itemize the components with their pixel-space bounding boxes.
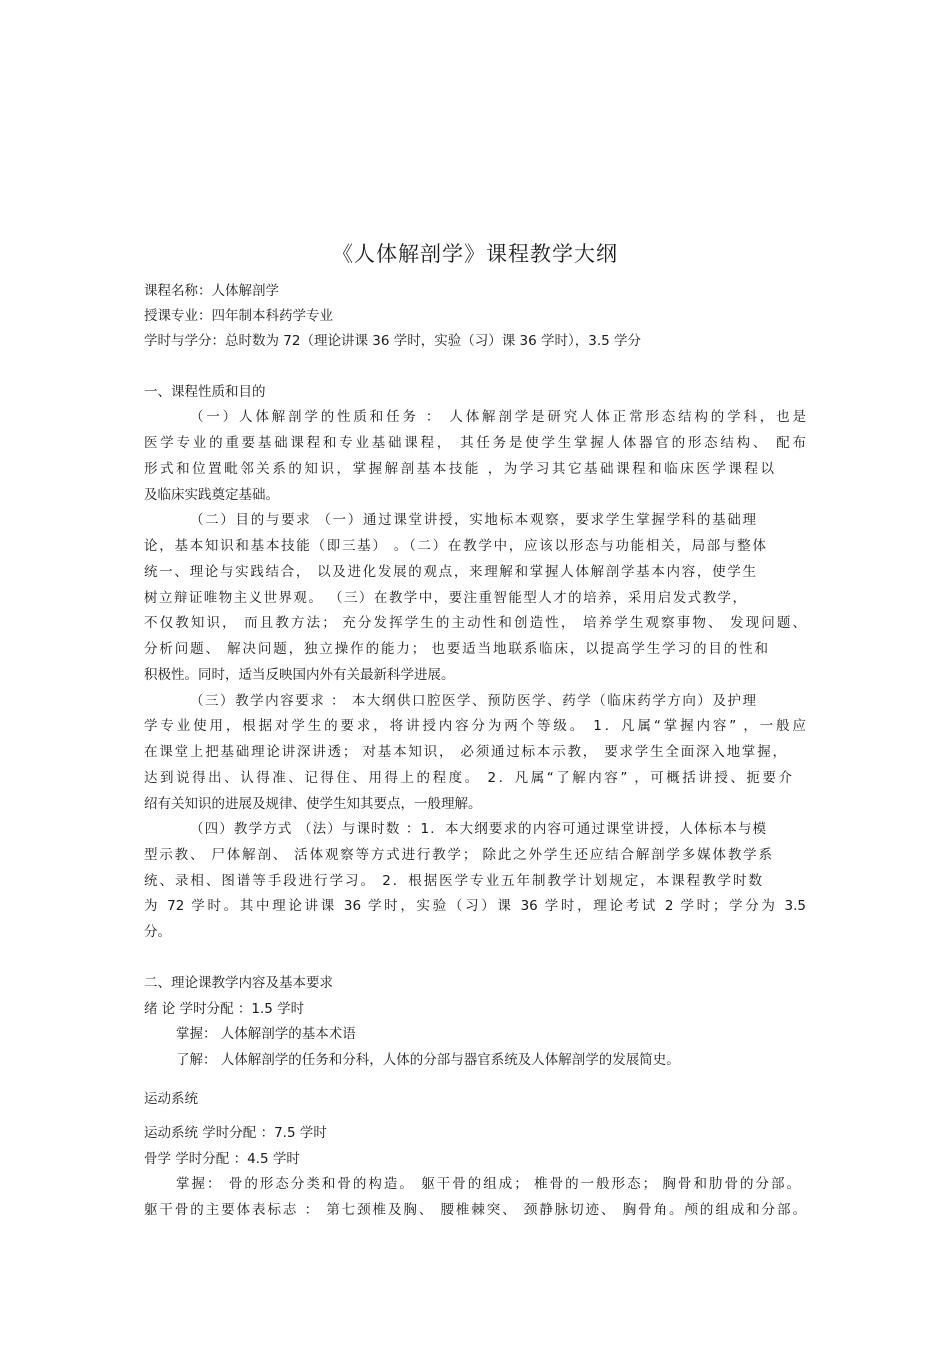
section-2-heading: 二、理论课教学内容及基本要求 bbox=[144, 975, 333, 991]
bone-master: 掌握： 骨的形态分类和骨的构造。 躯干骨的组成； 椎骨的一般形态； 胸骨和肋骨的分部。 bbox=[176, 1176, 800, 1192]
paragraph-line: 为 72 学时。其中理论讲课 36 学时，实验（习）课 36 学时，理论考试 2 学时；学分为 3.5 bbox=[144, 898, 806, 914]
document-title: 《人体解剖学》课程教学大纲 bbox=[332, 242, 618, 266]
paragraph-line: 形式和位置毗邻关系的知识，掌握解剖基本技能 ，为学习其它基础课程和临床医学课程以 bbox=[144, 461, 774, 477]
intro-know: 了解： 人体解剖学的任务和分科，人体的分部与器官系统及人体解剖学的发展简史。 bbox=[176, 1052, 680, 1068]
paragraph-line: （三）教学内容要求 ： 本大纲供口腔医学、预防医学、药学（临床药学方向）及护理 bbox=[190, 693, 756, 709]
paragraph-line: 统、录相、图谱等手段进行学习。 2．根据医学专业五年制教学计划规定，本课程教学时数 bbox=[144, 873, 762, 889]
paragraph-line: 医学专业的重要基础课程和专业基础课程， 其任务是使学生掌握人体器官的形态结构、 配布 bbox=[144, 435, 806, 451]
paragraph-line: 树立辩证唯物主义世界观。 （三）在教学中，要注重智能型人才的培养，采用启发式教学， bbox=[144, 590, 746, 606]
paragraph-line: 不仅教知识， 而且教方法； 充分发挥学生的主动性和创造性， 培养学生观察事物、 发现问题、 bbox=[144, 615, 806, 631]
paragraph-line: 论，基本知识和基本技能（即三基） 。（二）在教学中，应该以形态与功能相关，局部与整体 bbox=[144, 538, 766, 554]
paragraph-line: 积极性。同时，适当反映国内外有关最新科学进展。 bbox=[144, 667, 455, 683]
system-heading: 运动系统 bbox=[144, 1091, 198, 1107]
paragraph-line: 学专业使用，根据对学生的要求，将讲授内容分为两个等级。 1．凡属“掌握内容” ，一般应 bbox=[144, 718, 806, 734]
system-hours: 运动系统 学时分配 ：7.5 学时 bbox=[144, 1125, 327, 1141]
paragraph-line: 及临床实践奠定基础。 bbox=[144, 487, 279, 503]
bone-hours: 骨学 学时分配 ：4.5 学时 bbox=[144, 1151, 300, 1167]
bone-marks: 躯干骨的主要体表标志 ： 第七颈椎及胸、 腰椎棘突、 颈静脉切迹、 胸骨角。颅的组成和分部。 bbox=[144, 1202, 806, 1218]
paragraph-line: （四）教学方式 （法）与课时数 ：1．本大纲要求的内容可通过课堂讲授，人体标本与模 bbox=[190, 821, 766, 837]
paragraph-line: 型示教、 尸体解剖、 活体观察等方式进行教学； 除此之外学生还应结合解剖学多媒体教学系 bbox=[144, 847, 772, 863]
course-hours: 学时与学分：总时数为 72（理论讲课 36 学时，实验（习）课 36 学时），3.5 学分 bbox=[144, 333, 642, 349]
paragraph-line: 分。 bbox=[144, 924, 171, 940]
paragraph-line: （二）目的与要求 （一）通过课堂讲授，实地标本观察，要求学生掌握学科的基础理 bbox=[190, 512, 756, 528]
course-major: 授课专业：四年制本科药学专业 bbox=[144, 308, 333, 324]
paragraph-line: （一）人体解剖学的性质和任务 ： 人体解剖学是研究人体正常形态结构的学科，也是 bbox=[190, 409, 806, 425]
paragraph-line: 在课堂上把基础理论讲深讲透； 对基本知识， 必须通过标本示教， 要求学生全面深入地掌握， bbox=[144, 744, 786, 760]
course-name: 课程名称：人体解剖学 bbox=[144, 283, 279, 299]
intro-master: 掌握： 人体解剖学的基本术语 bbox=[176, 1026, 356, 1042]
paragraph-line: 达到说得出、认得准、记得住、用得上的程度。 2．凡属“了解内容” ，可概括讲授、扼要介 bbox=[144, 770, 792, 786]
paragraph-line: 统一、理论与实践结合， 以及进化发展的观点，来理解和掌握人体解剖学基本内容，使学生 bbox=[144, 564, 756, 580]
paragraph-line: 绍有关知识的进展及规律、使学生知其要点，一般理解。 bbox=[144, 796, 482, 812]
intro-hours: 绪 论 学时分配 ：1.5 学时 bbox=[144, 1001, 305, 1017]
paragraph-line: 分析问题、 解决问题，独立操作的能力； 也要适当地联系临床，以提高学生学习的目的性和 bbox=[144, 641, 768, 657]
section-1-heading: 一、课程性质和目的 bbox=[144, 384, 266, 400]
